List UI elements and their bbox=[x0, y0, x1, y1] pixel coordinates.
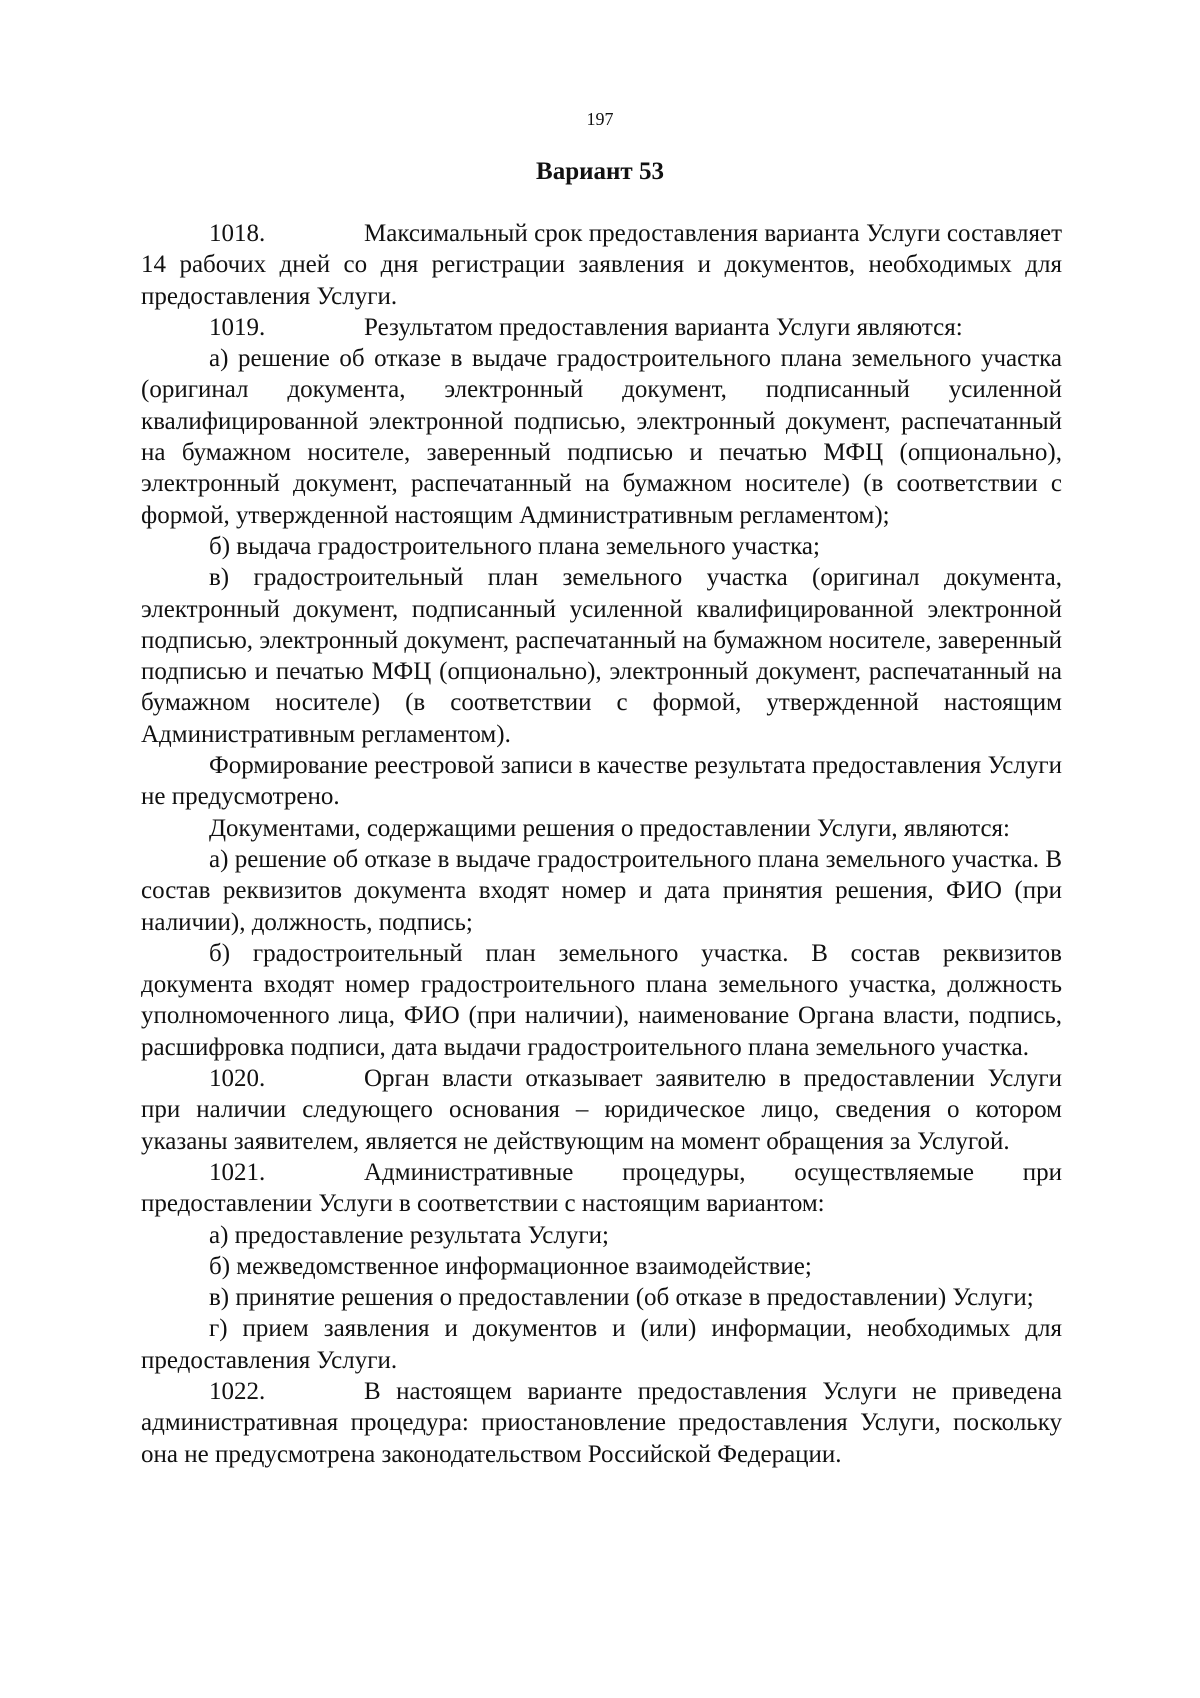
clause-number: 1021. bbox=[209, 1158, 266, 1186]
paragraph bbox=[141, 1313, 1062, 1376]
paragraph bbox=[141, 1220, 1062, 1251]
paragraph bbox=[141, 312, 1062, 343]
paragraph bbox=[141, 562, 1062, 750]
paragraph bbox=[141, 1251, 1062, 1282]
paragraph bbox=[141, 844, 1062, 938]
paragraph-text: Документами, содержащими решения о предоставлении Услуги, являются: bbox=[209, 814, 1010, 842]
paragraph bbox=[141, 1063, 1062, 1157]
document-body bbox=[141, 218, 1062, 1470]
paragraph-text: а) решение об отказе в выдаче градостроительного плана земельного участка. В состав реквизитов документа входят номер и дата принятия решения, ФИО (при наличии), должность, подпись; bbox=[141, 845, 1062, 936]
paragraph-text: б) градостроительный план земельного участка. В состав реквизитов документа входят номер градостроительного плана земельного участка, должность уполномоченного лица, ФИО (при наличии), наименование Органа власти, подпись, расшифровка подписи, дата выдачи градостроительного плана земельного участка. bbox=[141, 939, 1062, 1061]
page-number: 197 bbox=[586, 109, 614, 129]
paragraph bbox=[141, 1157, 1062, 1220]
paragraph-text: Максимальный срок предоставления варианта Услуги составляет 14 рабочих дней со дня регистрации заявления и документов, необходимых для предоставления Услуги. bbox=[141, 220, 1062, 310]
paragraph-text: в) градостроительный план земельного участка (оригинал документа, электронный документ, подписанный усиленной квалифицированной электронной подписью, электронный документ, распечатанный на бумажном носителе, заверенный подписью и печатью МФЦ (опционально), электронный документ, распечатанный на бумажном носителе) (в соответствии с формой, утвержденной настоящим Административным регламентом). bbox=[141, 564, 1062, 748]
clause-number: 1020. bbox=[209, 1065, 266, 1093]
paragraph bbox=[141, 938, 1062, 1063]
paragraph bbox=[141, 1282, 1062, 1313]
paragraph bbox=[141, 218, 1062, 312]
paragraph-text: Результатом предоставления варианта Услуги являются: bbox=[364, 313, 963, 341]
paragraph-text: В настоящем варианте предоставления Услуги не приведена административная процедура: приостановление предоставления Услуги, поскольку она не предусмотрена законодательством Российской Федерации. bbox=[141, 1377, 1062, 1468]
paragraph-text: в) принятие решения о предоставлении (об отказе в предоставлении) Услуги; bbox=[209, 1284, 1034, 1312]
clause-number: 1019. bbox=[209, 313, 266, 341]
paragraph-text: б) выдача градостроительного плана земельного участка; bbox=[209, 532, 820, 560]
section-title: Вариант 53 bbox=[536, 158, 664, 185]
paragraph-text: б) межведомственное информационное взаимодействие; bbox=[209, 1252, 812, 1280]
paragraph bbox=[141, 531, 1062, 562]
clause-number: 1022. bbox=[209, 1377, 266, 1405]
paragraph-text: Формирование реестровой записи в качестве результата предоставления Услуги не предусмотрено. bbox=[141, 752, 1062, 811]
paragraph bbox=[141, 343, 1062, 531]
paragraph-text: а) решение об отказе в выдаче градостроительного плана земельного участка (оригинал документа, электронный документ, подписанный усиленной квалифицированной электронной подписью, электронный документ, распечатанный на бумажном носителе, заверенный подписью и печатью МФЦ (опционально), электронный документ, распечатанный на бумажном носителе) (в соответствии с формой, утвержденной настоящим Административным регламентом); bbox=[141, 345, 1062, 529]
paragraph-text: а) предоставление результата Услуги; bbox=[209, 1221, 609, 1249]
paragraph-text: Административные процедуры, осуществляемые при предоставлении Услуги в соответствии с настоящим вариантом: bbox=[141, 1158, 1062, 1218]
paragraph-text: г) прием заявления и документов и (или) информации, необходимых для предоставления Услуги. bbox=[141, 1315, 1062, 1374]
paragraph bbox=[141, 813, 1062, 844]
paragraph bbox=[141, 1376, 1062, 1470]
paragraph-text: Орган власти отказывает заявителю в предоставлении Услуги при наличии следующего основания – юридическое лицо, сведения о котором указаны заявителем, является не действующим на момент обращения за Услугой. bbox=[141, 1065, 1062, 1155]
clause-number: 1018. bbox=[209, 220, 266, 247]
paragraph bbox=[141, 750, 1062, 813]
